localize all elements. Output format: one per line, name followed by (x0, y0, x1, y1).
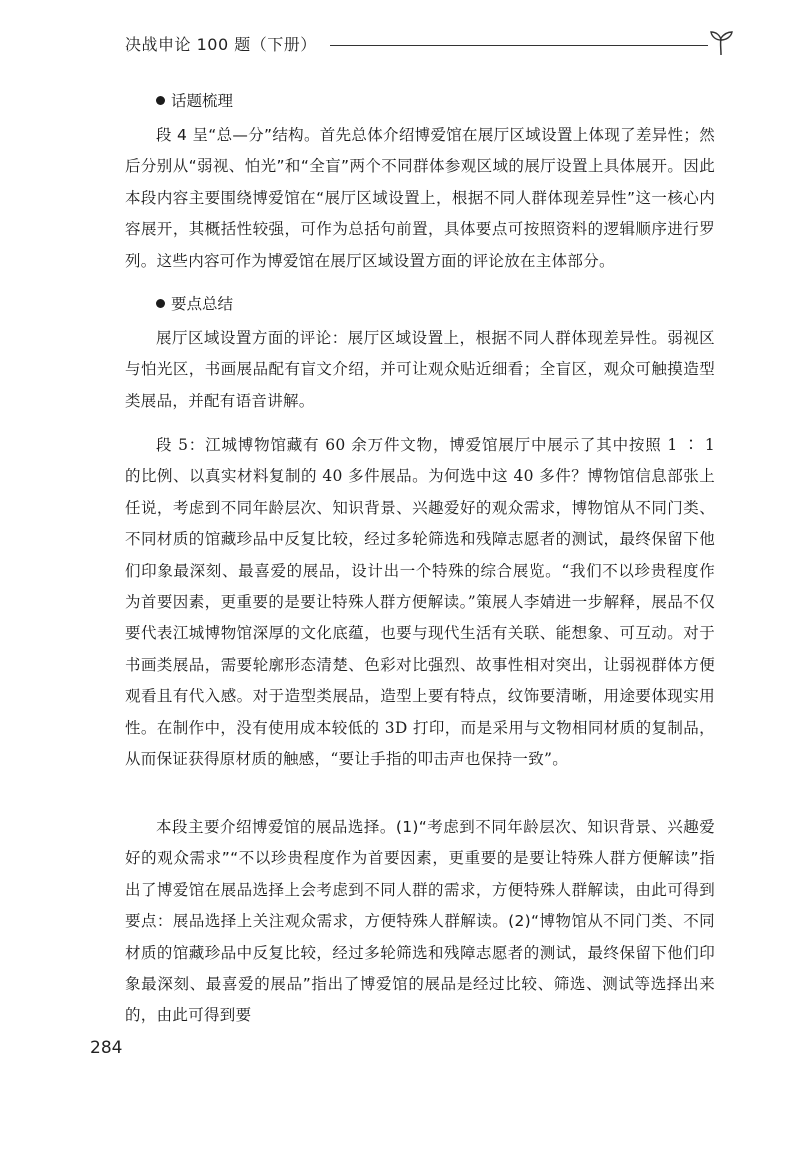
page-number: 284 (90, 1038, 123, 1058)
topic-paragraph: 段 4 呈“总—分”结构。首先总体介绍博爱馆在展厅区域设置上体现了差异性；然后分别从“弱视、怕光”和“全盲”两个不同群体参观区域的展厅设置上具体展开。因此本段内容主要围绕博爱馆在“展厅区域设置上，根据不同人群体现差异性”这一核心内容展开，其概括性较强，可作为总括句前置，具体要点可按照资料的逻辑顺序进行罗列。这些内容可作为博爱馆在展厅区域设置方面的评论放在主体部分。 (125, 126, 715, 270)
topic-heading (125, 86, 715, 116)
summary-section (125, 289, 715, 417)
sprout-icon (709, 28, 733, 56)
running-header-title: 决战申论 100 题（下册） (125, 35, 317, 54)
summary-paragraph: 展厅区域设置方面的评论：展厅区域设置上，根据不同人群体现差异性。弱视区与怕光区，书画展品配有盲文介绍，并可让观众贴近细看；全盲区，观众可触摸造型类展品，并配有语音讲解。 (125, 329, 715, 410)
bullet-dot-icon (156, 299, 165, 308)
topic-section (125, 86, 715, 277)
header-rule (330, 45, 708, 46)
analysis-section (125, 812, 715, 1032)
bullet-dot-icon (156, 96, 165, 105)
running-header (125, 26, 730, 60)
topic-heading-text: 话题梳理 (171, 92, 234, 110)
excerpt-section (125, 430, 715, 775)
summary-heading (125, 289, 715, 319)
summary-heading-text: 要点总结 (171, 295, 234, 313)
analysis-paragraph: 本段主要介绍博爱馆的展品选择。(1)“考虑到不同年龄层次、知识背景、兴趣爱好的观众需求”“不以珍贵程度作为首要因素，更重要的是要让特殊人群方便解读”指出了博爱馆在展品选择上会考虑到不同人群的需求，方便特殊人群解读，由此可得到要点：展品选择上关注观众需求，方便特殊人群解读。(2)“博物馆从不同门类、不同材质的馆藏珍品中反复比较，经过多轮筛选和残障志愿者的测试，最终保留下他们印象最深刻、最喜爱的展品”指出了博爱馆的展品是经过比较、筛选、测试等选择出来的，由此可得到要 (125, 818, 715, 1025)
excerpt-paragraph: 段 5：江城博物馆藏有 60 余万件文物，博爱馆展厅中展示了其中按照 1 ∶ 1 的比例、以真实材料复制的 40 多件展品。为何选中这 40 多件？博物馆信息部张上任说，考虑到不同年龄层次、知识背景、兴趣爱好的观众需求，博物馆从不同门类、不同材质的馆藏珍品中反复比较，经过多轮筛选和残障志愿者的测试，最终保留下他们印象最深刻、最喜爱的展品，设计出一个特殊的综合展览。“我们不以珍贵程度作为首要因素，更重要的是要让特殊人群方便解读。”策展人李婧进一步解释，展品不仅要代表江城博物馆深厚的文化底蕴，也要与现代生活有关联、能想象、可互动。对于书画类展品，需要轮廓形态清楚、色彩对比强烈、故事性相对突出，让弱视群体方便观看且有代入感。对于造型类展品，造型上要有特点，纹饰要清晰，用途要体现实用性。在制作中，没有使用成本较低的 3D 打印，而是采用与文物相同材质的复制品，从而保证获得原材质的触感，“要让手指的叩击声也保持一致”。 (125, 436, 715, 769)
